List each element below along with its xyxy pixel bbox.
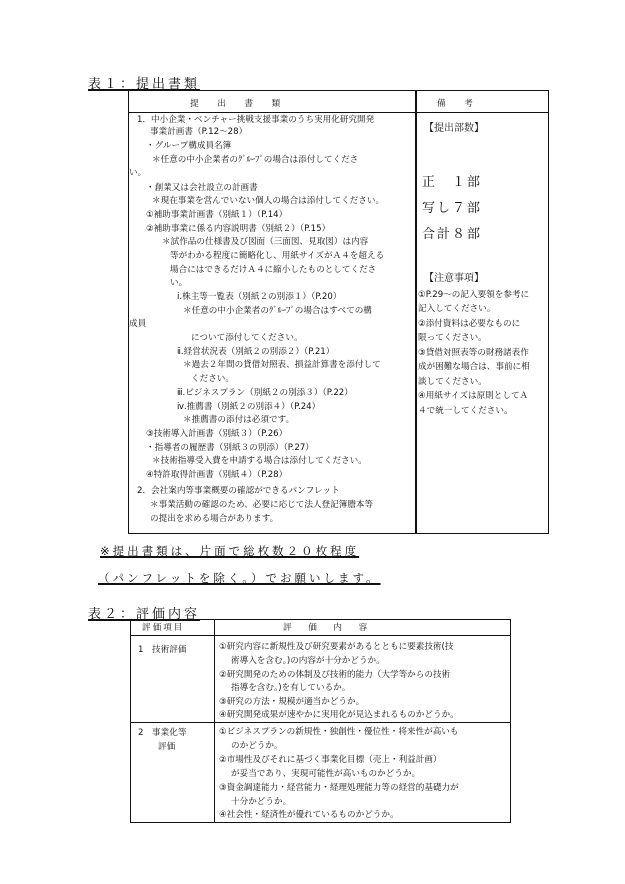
doc-line: ②補助事業に係る内容説明書（別紙２）（P.15） — [146, 224, 331, 234]
eval-line: ①ビジネスプランの新規性・独創性・優位性・将来性が高いも — [219, 727, 459, 737]
eval-line: ③研究の方法・規模が適当かどうか。 — [219, 697, 365, 707]
table2-row-rule — [130, 722, 511, 723]
eval-line: が妥当であり、実現可能性が高いものかどうか。 — [231, 769, 421, 779]
doc-line: ＊試作品の仕様書及び図面（三面図、見取図）は内容 — [162, 237, 369, 247]
eval-line: ①研究内容に新規性及び研究要素があるとともに要素技術(技 — [219, 642, 454, 652]
doc-line: い。 — [170, 278, 188, 288]
note-line: ４で統一してください。 — [418, 406, 513, 416]
table1-heading: 表１：提出書類 — [88, 77, 201, 92]
note-line: ②添付資料は必要なものに — [418, 319, 521, 329]
table2-col-content: 評 価 内 容 — [283, 623, 372, 633]
table1-header-rule — [128, 112, 549, 113]
doc-line: 成員 — [129, 319, 147, 329]
doc-line: の提出を求める場合があります。 — [150, 514, 279, 524]
eval-line: ④社会性・経済性が優れているものかどうか。 — [219, 810, 399, 820]
notes-title: 【注意事項】 — [424, 273, 484, 284]
doc-line: 場合にはできるだけＡ４に縮小したものとしてくださ — [170, 265, 377, 275]
table1-divider — [415, 90, 417, 534]
table1-col-docs: 提 出 書 類 — [190, 99, 286, 109]
doc-line: ＊過去２年間の貸借対照表、損益計算書を添付して — [183, 360, 381, 370]
doc-line: ⅲ.ビジネスプラン（別紙２の別添３）（P.22） — [177, 388, 353, 398]
eval-line: ②市場性及びそれに基づく事業化目標（売上・利益計画） — [219, 755, 442, 765]
doc-line: ＊技術指導受入費を申請する場合は添付してください。 — [152, 456, 367, 466]
doc-line: ＊事業活動の確認のため、必要に応じて法人登記簿謄本等 — [150, 500, 374, 510]
doc-line: 事業計画書（P.12〜28） — [150, 127, 248, 137]
doc-line: ⅳ.推薦書（別紙２の別添４）（P.24） — [177, 402, 321, 412]
doc-line: ＊現在事業を営んでいない個人の場合は添付してください。 — [152, 196, 385, 206]
doc-line: い。 — [129, 168, 147, 178]
note-line: 記入してください。 — [418, 304, 496, 314]
eval-line: ④研究開発成果が速やかに実用化が見込まれるものかどうか。 — [219, 710, 459, 720]
doc-line: ・グループ構成員名簿 — [146, 141, 232, 151]
note-line: ④用紙サイズは原則としてＡ — [418, 391, 529, 401]
eval-line: 十分かどうか。 — [231, 797, 292, 807]
table1-col-notes: 備 考 — [437, 99, 478, 109]
doc-line: 等がわかる程度に簡略化し、用紙サイズがＡ４を超える — [170, 251, 385, 261]
eval-item: 1 技術評価 — [138, 645, 187, 655]
eval-line: のかどうか。 — [231, 741, 283, 751]
note-line: ③貸借対照表等の財務諸表作 — [418, 348, 529, 358]
doc-line: ください。 — [191, 374, 234, 384]
table2-header-rule — [130, 635, 511, 636]
doc-line: 1．中小企業・ベンチャー挑戦支援事業のうち実用化研究開発 — [137, 115, 375, 125]
note-line: 成が困難な場合は、事前に相 — [418, 362, 530, 372]
eval-line: 術導入を含む。)の内容が十分かどうか。 — [231, 656, 385, 666]
eval-line: ③資金調達能力・経営能力・経理処理能力等の経営的基礎力が — [219, 783, 459, 793]
note-line: 限ってください。 — [418, 333, 487, 343]
note-line: 談してください。 — [418, 377, 487, 387]
doc-line: ＊任意の中小企業者のｸﾞﾙｰﾌﾟの場合はすべての構 — [183, 306, 372, 316]
table2-heading: 表２：評価内容 — [88, 607, 201, 622]
eval-line: 指導を含む。)を有しているか。 — [231, 683, 351, 693]
copies-total: 合計８部 — [422, 227, 483, 242]
copies-original: 正 １部 — [422, 175, 483, 190]
eval-line: ②研究開発のための体制及び技術的能力（大学等からの技術 — [219, 670, 451, 680]
notice-line-1: ※提出書類は、片面で総枚数２０枚程度 — [100, 544, 360, 558]
copies-title: 【提出部数】 — [424, 123, 484, 134]
doc-line: ③技術導入計画書（別紙３）（P.26） — [146, 429, 288, 439]
doc-line: ⅱ.経営状況表（別紙２の別添２）（P.21） — [177, 347, 335, 357]
doc-line: ・指導者の履歴書（別紙３の別添）（P.27） — [146, 443, 314, 453]
notice-line-2: （パンフレットを除く。）でお願いします。 — [98, 571, 381, 585]
table2-divider — [214, 619, 215, 823]
doc-line: について添付してください。 — [191, 333, 303, 343]
doc-line: ④特許取得計画書（別紙４）（P.28） — [146, 470, 288, 480]
table2-col-item: 評価項目 — [142, 623, 185, 633]
eval-item-cont: 評価 — [158, 742, 176, 752]
doc-line: ＊任意の中小企業者のｸﾞﾙｰﾌﾟの場合は添付してくださ — [152, 155, 359, 165]
doc-line: 2．会社案内等事業概要の確認ができるパンフレット — [137, 486, 340, 496]
doc-line: ⅰ.株主等一覧表（別紙２の別添１）（P.20） — [177, 292, 342, 302]
doc-line: ①補助事業計画書（別紙１）（P.14） — [146, 210, 288, 220]
copies-duplicate: 写し７部 — [422, 201, 483, 216]
doc-line: ＊推薦書の添付は必須です。 — [183, 415, 295, 425]
note-line: ①P.29〜の記入要領を参考に — [418, 290, 530, 300]
eval-item: 2 事業化等 — [138, 728, 187, 738]
doc-line: ・創業又は会社設立の計画書 — [146, 183, 258, 193]
